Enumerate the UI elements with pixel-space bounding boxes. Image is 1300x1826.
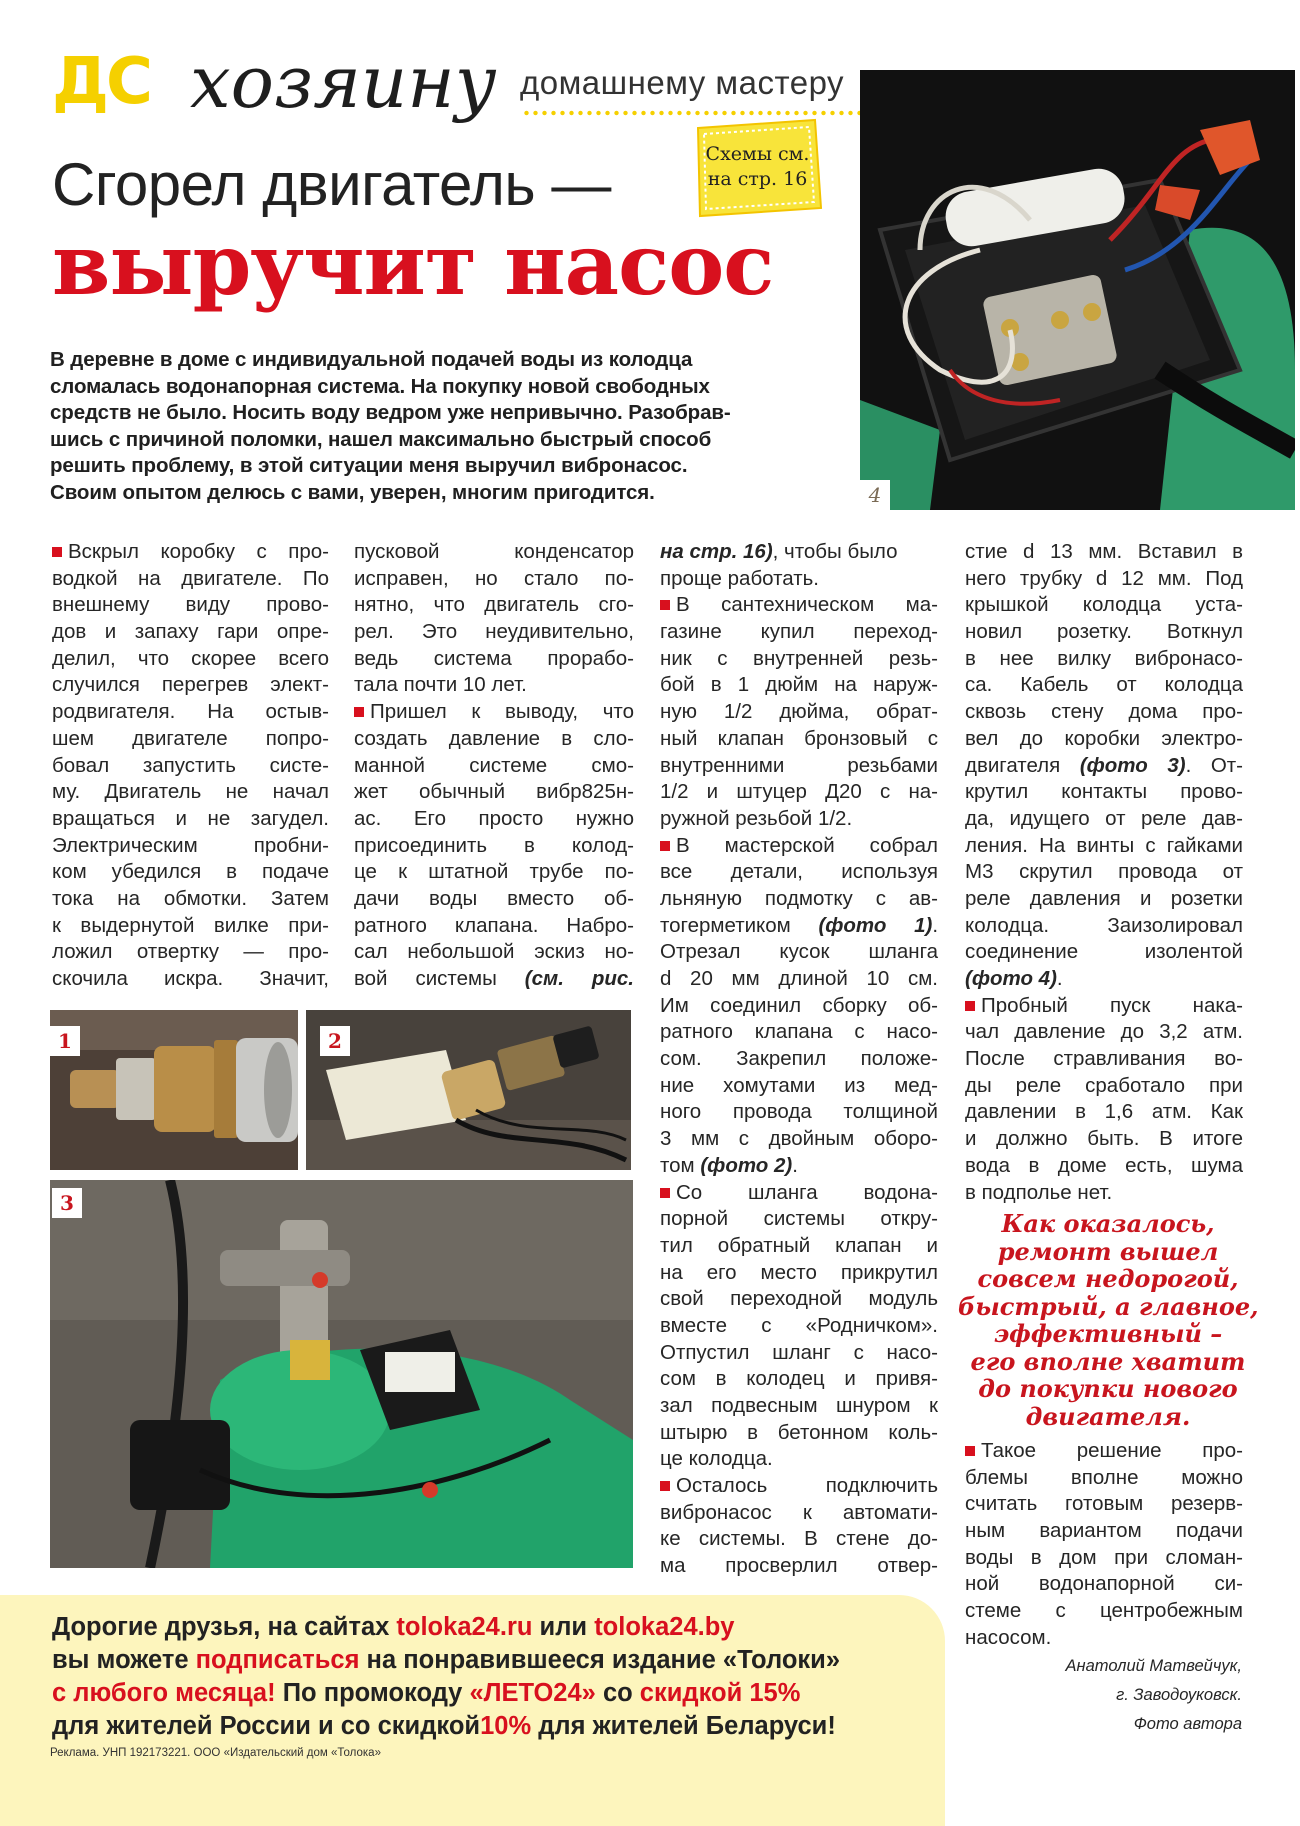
text-line: ды реле сработало при bbox=[965, 1073, 1243, 1097]
subscription-promo bbox=[0, 1595, 945, 1826]
figure-reference: на стр. 16) bbox=[660, 540, 773, 563]
promo-code: «ЛЕТО24» bbox=[469, 1679, 596, 1707]
photo-3-label: 3 bbox=[52, 1188, 82, 1218]
vibration-pump-photo-icon bbox=[306, 1010, 631, 1170]
advertising-legal: Реклама. УНП 192173221. ООО «Издательский дом «Толока» bbox=[50, 1747, 381, 1759]
text-line: ком убедился в подаче bbox=[52, 860, 329, 884]
text-line: Пробный пуск нака- bbox=[965, 993, 1243, 1020]
text-line: ас. Его просто нужно bbox=[354, 806, 634, 830]
photo-4-junction-box bbox=[860, 70, 1295, 510]
text-line: ратного клапана. Набро- bbox=[354, 913, 634, 937]
figure-reference: (см. рис. bbox=[524, 967, 634, 990]
promo-line: вы можете подписаться на понравившееся издание «Толоки» bbox=[52, 1646, 841, 1674]
promo-text bbox=[52, 1611, 922, 1743]
photo-3-green-pump bbox=[50, 1180, 633, 1568]
text-line: стие d 13 мм. Вставил в bbox=[965, 540, 1243, 563]
text-line: шем двигателе попро- bbox=[52, 726, 329, 750]
promo-line: с любого месяца! По промокоду «ЛЕТО24» со скидкой 15% bbox=[52, 1679, 801, 1707]
text-line: ную 1/2 дюйма, обрат- bbox=[660, 700, 938, 724]
quote-line: до покупки нового bbox=[978, 1374, 1238, 1403]
author-name: Анатолий Матвейчук, bbox=[1065, 1657, 1242, 1675]
text-line: создать давление в сло- bbox=[354, 726, 634, 750]
text-line: на его место прикрутил bbox=[660, 1260, 938, 1284]
text-line: считать готовым резерв- bbox=[965, 1492, 1243, 1516]
paragraph-bullet-icon bbox=[52, 547, 62, 557]
text-line: ружной резьбой 1/2. bbox=[660, 806, 853, 830]
text-line: 1/2 и штуцер Д20 с на- bbox=[660, 780, 938, 804]
text-line: том (фото 2). bbox=[660, 1153, 798, 1177]
text-line: порной системы откру- bbox=[660, 1207, 938, 1231]
text-line: него трубку d 12 мм. Под bbox=[965, 566, 1243, 590]
text-line: все детали, используя bbox=[660, 860, 938, 884]
text-line: Вскрыл коробку с про- bbox=[52, 539, 329, 566]
text-line: ный клапан бронзовый с bbox=[660, 726, 938, 750]
text-line: вместе с «Родничком». bbox=[660, 1313, 938, 1337]
green-pump-photo-icon bbox=[50, 1180, 633, 1568]
promo-line: Дорогие друзья, на сайтах toloka24.ru или toloka24.by bbox=[52, 1613, 735, 1641]
schemes-sticker bbox=[690, 118, 825, 218]
quote-line: его вполне хватит bbox=[970, 1346, 1246, 1376]
photo-2-pump-assembly bbox=[306, 1010, 631, 1170]
photo-1-label: 1 bbox=[50, 1026, 80, 1056]
text-line: це к штатной трубе по- bbox=[354, 860, 634, 884]
text-line: (фото 4). bbox=[965, 967, 1063, 990]
quote-line: быстрый, а главное, bbox=[958, 1291, 1259, 1321]
text-line: сквозь стену дома про- bbox=[965, 700, 1243, 724]
text-line: Им соединил сборку об- bbox=[660, 993, 938, 1017]
text-line: водкой на двигателе. По bbox=[52, 566, 329, 590]
text-line: ной водонапорной си- bbox=[965, 1572, 1243, 1596]
lead-line: решить проблему, в этой ситуации меня выручил вибронасос. bbox=[50, 454, 688, 478]
text-line: газине купил переход- bbox=[660, 620, 938, 644]
text-line: в нее вилку вибронасо- bbox=[965, 646, 1243, 670]
article-title-line2: выручит насос bbox=[52, 215, 774, 314]
text-line: Пришел к выводу, что bbox=[354, 699, 634, 726]
text-line: це колодца. bbox=[660, 1447, 773, 1471]
text-line: скочила искра. Значит, bbox=[52, 967, 329, 990]
text-line: бой в 1 дюйм на наруж- bbox=[660, 673, 938, 697]
text-line: манной системе смо- bbox=[354, 753, 634, 777]
dotted-divider bbox=[522, 110, 892, 116]
sticker-line2: на стр. 16 bbox=[707, 168, 808, 190]
text-line: вой системы (см. рис. bbox=[354, 967, 634, 990]
text-line: ления. На винты с гайками bbox=[965, 833, 1243, 857]
text-line: тока на обмотки. Затем bbox=[52, 886, 329, 910]
text-line: ратного клапана с насо- bbox=[660, 1020, 938, 1044]
junction-box-photo-icon bbox=[860, 70, 1295, 510]
text-line: присоединить в колод- bbox=[354, 833, 634, 857]
text-line: свой переходной модуль bbox=[660, 1287, 938, 1311]
photo-1-valve bbox=[50, 1010, 298, 1170]
text-line: пусковой конденсатор bbox=[354, 540, 634, 563]
paragraph-bullet-icon bbox=[965, 1446, 975, 1456]
text-line: тогерметиком (фото 1). bbox=[660, 913, 939, 937]
quote-line: совсем недорогой, bbox=[977, 1264, 1239, 1293]
text-line: ложил отвертку — про- bbox=[52, 940, 329, 964]
photo-2-label: 2 bbox=[320, 1026, 350, 1056]
text-line: воды в дом при сломан- bbox=[965, 1545, 1243, 1569]
rubric-subtitle: домашнему мастеру bbox=[520, 64, 845, 101]
text-line: к выдернутой вилке при- bbox=[52, 913, 329, 937]
text-line: внутренними резьбами bbox=[660, 753, 938, 777]
text-line: ние хомутами из мед- bbox=[660, 1073, 938, 1097]
quote-line: эффективный – bbox=[993, 1319, 1223, 1348]
lead-line: шись с причиной поломки, нашел максимально быстрый способ bbox=[50, 427, 712, 451]
paragraph-bullet-icon bbox=[660, 600, 670, 610]
paragraph-bullet-icon bbox=[660, 841, 670, 851]
text-line: дов и запаху гари опре- bbox=[52, 620, 329, 644]
text-line: После стравливания во- bbox=[965, 1047, 1243, 1071]
lead-line: сломалась водонапорная система. На покупку новой свободных bbox=[50, 374, 710, 398]
photo-reference: (фото 4) bbox=[965, 967, 1057, 990]
text-line: реле давления и розетки bbox=[965, 886, 1243, 910]
photo-reference: (фото 3) bbox=[1079, 753, 1186, 777]
text-line: Отпустил шланг с насо- bbox=[660, 1340, 938, 1364]
lead-line: Своим опытом делюсь с вами, уверен, многим пригодится. bbox=[50, 480, 655, 504]
photo-4-label: 4 bbox=[860, 480, 890, 510]
text-line: ке системы. В стене до- bbox=[660, 1527, 938, 1551]
sticker-line1: Схемы см. bbox=[705, 143, 810, 165]
text-line: проще работать. bbox=[660, 566, 820, 590]
column-4 bbox=[965, 539, 1243, 1206]
text-line: нятно, что двигатель сго- bbox=[354, 593, 634, 617]
text-line: льняную подмотку с ав- bbox=[660, 886, 938, 910]
text-line: на стр. 16), чтобы было bbox=[660, 540, 898, 563]
photo-credit: Фото автора bbox=[1133, 1715, 1242, 1733]
text-line: ного провода толщиной bbox=[660, 1100, 938, 1124]
text-line: вибронасос к автомати- bbox=[660, 1500, 938, 1524]
text-line: и должно быть. В итоге bbox=[965, 1127, 1243, 1151]
text-line: Отрезал кусок шланга bbox=[660, 940, 938, 964]
paragraph-bullet-icon bbox=[354, 707, 364, 717]
quote-line: ремонт вышел bbox=[997, 1236, 1219, 1266]
text-line: крышкой колодца уста- bbox=[965, 593, 1243, 617]
column-3 bbox=[660, 539, 938, 1580]
text-line: d 20 мм длиной 10 см. bbox=[660, 967, 938, 990]
text-line: родвигателя. На остыв- bbox=[52, 700, 329, 724]
text-line: вода в доме есть, шума bbox=[965, 1153, 1243, 1177]
text-line: рел. Это неудивительно, bbox=[354, 620, 634, 644]
text-line: давлении в 1,6 атм. Как bbox=[965, 1100, 1243, 1124]
text-line: в подполье нет. bbox=[965, 1180, 1113, 1204]
text-line: зал подвесным шнуром к bbox=[660, 1394, 938, 1417]
text-line: му. Двигатель не начал bbox=[52, 780, 329, 804]
photo-reference: (фото 1) bbox=[818, 913, 933, 937]
text-line: внешнему виду прово- bbox=[52, 593, 329, 617]
rubric-header bbox=[52, 42, 852, 122]
rubric-title: хозяину bbox=[190, 40, 497, 124]
text-line: делил, что скорее всего bbox=[52, 646, 329, 670]
text-line: 3 мм с двойным оборо- bbox=[660, 1127, 938, 1151]
paragraph-bullet-icon bbox=[965, 1001, 975, 1011]
text-line: Со шланга водона- bbox=[660, 1180, 938, 1207]
text-line: сом. Закрепил положе- bbox=[660, 1047, 938, 1071]
text-line: новил розетку. Воткнул bbox=[965, 620, 1243, 644]
text-line: дачи воды вместо об- bbox=[354, 886, 634, 910]
text-line: исправен, но стало по- bbox=[354, 566, 634, 590]
column-2 bbox=[354, 539, 634, 993]
text-line: случился перегрев элект- bbox=[52, 673, 329, 697]
text-line: ник с внутренней резь- bbox=[660, 646, 938, 670]
text-line: чал давление до 3,2 атм. bbox=[965, 1020, 1243, 1044]
paragraph-bullet-icon bbox=[660, 1481, 670, 1491]
paragraph-bullet-icon bbox=[660, 1188, 670, 1198]
author-city: г. Заводоуковск. bbox=[1116, 1686, 1242, 1704]
text-line: колодца. Заизолировал bbox=[965, 913, 1243, 937]
text-line: В мастерской собрал bbox=[660, 833, 938, 860]
magazine-logo: ДС bbox=[52, 45, 150, 119]
link-toloka24-by[interactable]: toloka24.by bbox=[594, 1613, 735, 1641]
text-line: ведь система прорабо- bbox=[354, 646, 634, 670]
text-line: тил обратный клапан и bbox=[660, 1233, 938, 1257]
text-line: тала почти 10 лет. bbox=[354, 673, 527, 697]
text-line: крутил контакты прово- bbox=[965, 780, 1243, 804]
text-line: вел до коробки электро- bbox=[965, 726, 1243, 750]
promo-line: для жителей России и со скидкой10% для жителей Беларуси! bbox=[52, 1712, 836, 1740]
text-line: да, идущего от реле дав- bbox=[965, 806, 1243, 830]
text-line: В сантехническом ма- bbox=[660, 592, 938, 619]
text-line: стеме с центробежным bbox=[965, 1599, 1243, 1623]
link-toloka24-ru[interactable]: toloka24.ru bbox=[396, 1613, 533, 1641]
text-line: штырю в бетонном коль- bbox=[660, 1420, 938, 1444]
text-line: Электрическим пробни- bbox=[52, 833, 329, 857]
text-line: двигателя (фото 3). От- bbox=[965, 753, 1244, 777]
text-line: ма просверлил отвер- bbox=[660, 1554, 938, 1578]
lead-line: средств не было. Носить воду ведром уже непривычно. Разобрав- bbox=[50, 401, 731, 425]
text-line: бовал запустить систе- bbox=[52, 753, 329, 777]
article-title-line1: Сгорел двигатель — bbox=[52, 151, 611, 218]
article-lead bbox=[50, 347, 855, 507]
column-1 bbox=[52, 539, 329, 993]
text-line: вращаться и не загудел. bbox=[52, 806, 329, 830]
author-signature bbox=[1066, 1652, 1243, 1739]
text-line: сал небольшой эскиз но- bbox=[354, 940, 634, 964]
photo-reference: (фото 2) bbox=[700, 1153, 793, 1177]
pull-quote bbox=[958, 1210, 1258, 1430]
text-line: насосом. bbox=[965, 1625, 1052, 1649]
quote-line: двигателя. bbox=[1025, 1401, 1191, 1431]
text-line: Осталось подключить bbox=[660, 1473, 938, 1500]
text-line: блемы вполне можно bbox=[965, 1465, 1243, 1489]
quote-line: Как оказалось, bbox=[1001, 1209, 1215, 1238]
text-line: жет обычный вибр825н- bbox=[354, 780, 634, 804]
text-line: М3 скрутил провода от bbox=[965, 860, 1243, 884]
lead-line: В деревне в доме с индивидуальной подачей воды из колодца bbox=[50, 348, 693, 371]
text-line: ным вариантом подачи bbox=[965, 1519, 1243, 1543]
text-line: сом в колодец и привя- bbox=[660, 1367, 938, 1391]
column-4-ending bbox=[965, 1438, 1243, 1652]
brass-valve-photo-icon bbox=[50, 1010, 298, 1170]
text-line: соединение изолентой bbox=[965, 940, 1243, 964]
text-line: Такое решение про- bbox=[965, 1438, 1243, 1465]
text-line: са. Кабель от колодца bbox=[965, 673, 1243, 697]
sticker-text bbox=[690, 142, 825, 192]
